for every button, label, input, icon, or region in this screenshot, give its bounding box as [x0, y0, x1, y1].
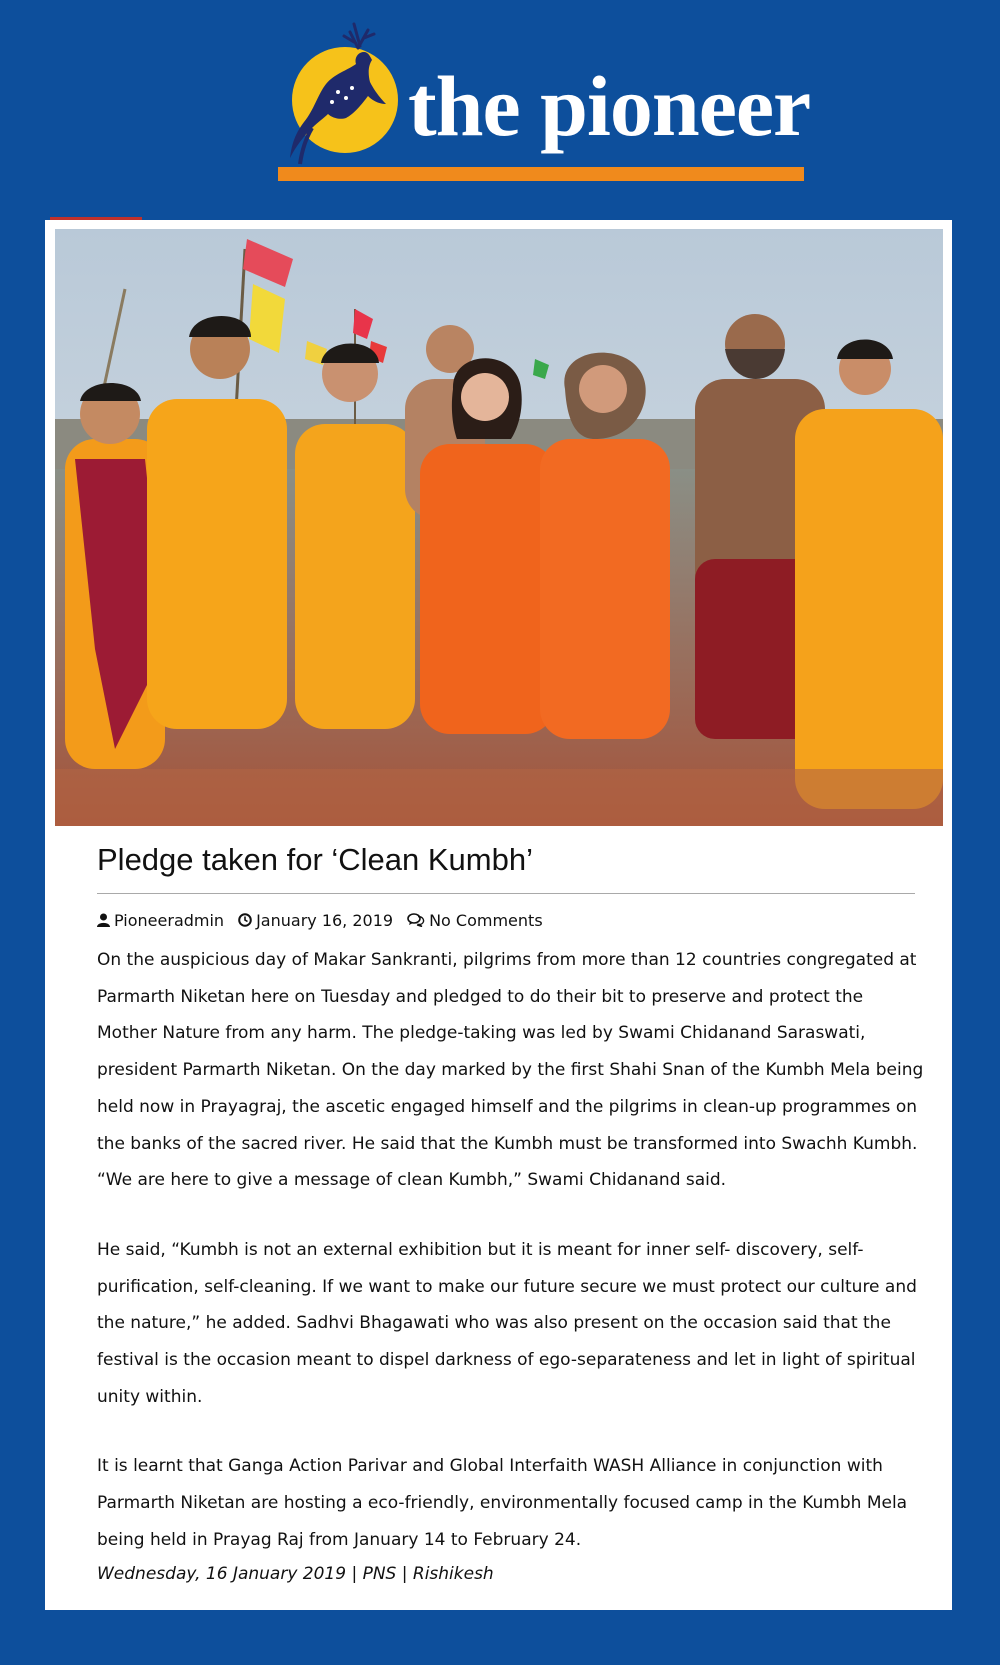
meta-date	[238, 911, 393, 930]
masthead-logo-text[interactable]: the pioneer	[408, 58, 811, 154]
card-accent-bar	[50, 217, 142, 220]
article-paragraph: It is learnt that Ganga Action Parivar and Global Interfaith WASH Alliance in conjunction with Parmarth Niketan are hosting a eco-friendly, environmentally focused camp in the Kumbh Mela being held in Prayag Raj from January 14 to February 24.	[97, 1456, 908, 1550]
masthead-rule	[278, 167, 804, 181]
article-meta	[97, 908, 557, 932]
meta-comments-label: No Comments	[429, 910, 543, 930]
user-icon	[97, 913, 110, 927]
article-paragraph: On the auspicious day of Makar Sankranti, pilgrims from more than 12 countries congregated at Parmarth Niketan here on Tuesday and pledged to do their bit to preserve and protect the Mother Nature from any harm. The pledge-taking was led by Swami Chidanand Saraswati, president Parmarth Niketan. On the day marked by the first Shahi Snan of the Kumbh Mela being held now in Prayagraj, the ascetic engaged himself and the pilgrims in clean-up programmes on the banks of the sacred river. He said that the Kumbh must be transformed into Swachh Kumbh. “We are here to give a message of clean Kumbh,” Swami Chidanand said.	[97, 950, 924, 1191]
article-card	[45, 220, 952, 1610]
article-headline: Pledge taken for ‘Clean Kumbh’	[97, 842, 533, 877]
clock-icon	[238, 913, 252, 927]
meta-comments[interactable]	[407, 911, 543, 930]
meta-author-label: Pioneeradmin	[114, 910, 225, 930]
article-dateline: Wednesday, 16 January 2019 | PNS | Rishikesh	[97, 1564, 494, 1584]
article-paragraph: He said, “Kumbh is not an external exhibition but it is meant for inner self- discovery, self-purification, self-cleaning. If we want to make our future secure we must protect our culture and the nature,” he added. Sadhvi Bhagawati who was also present on the occasion said that the festival is the occasion meant to dispel darkness of ego-separateness and let in light of spiritual unity within.	[97, 1239, 917, 1407]
headline-divider	[97, 893, 915, 894]
article-body	[97, 942, 927, 1592]
masthead	[0, 0, 1000, 215]
meta-author[interactable]	[97, 911, 224, 930]
article-photo	[55, 229, 943, 826]
comments-icon	[407, 913, 425, 927]
meta-date-label: January 16, 2019	[256, 910, 394, 930]
river-ritual-photo	[55, 229, 943, 826]
leaping-deer-icon	[288, 18, 403, 168]
